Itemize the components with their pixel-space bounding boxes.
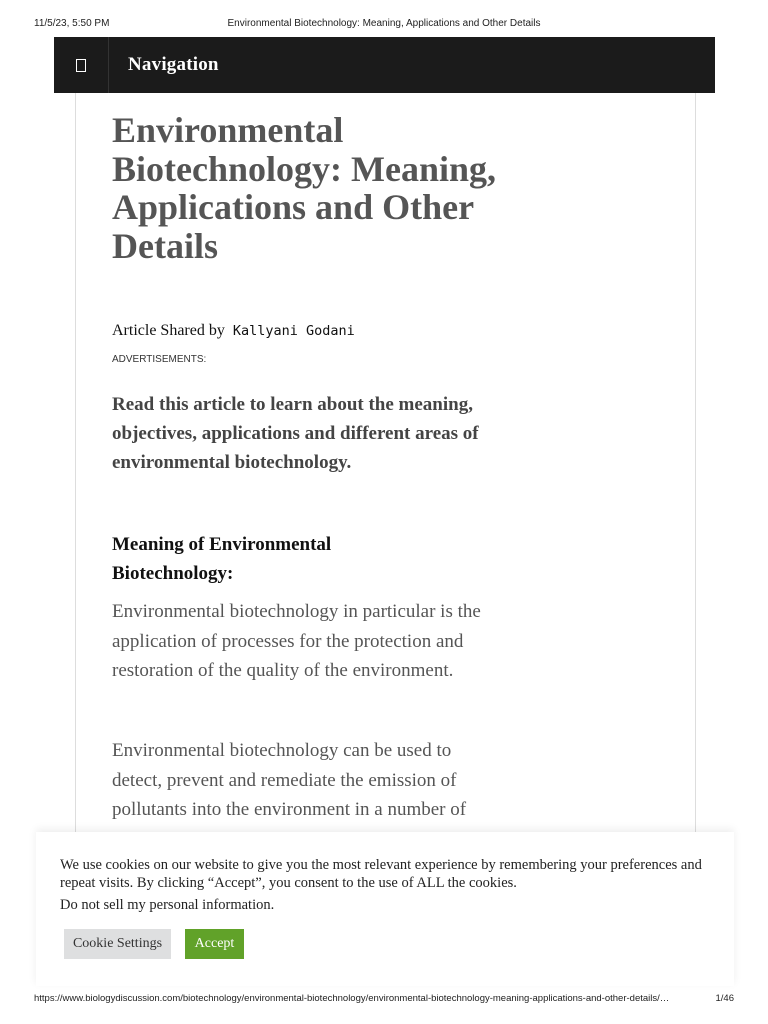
article-paragraph-1: Environmental biotechnology in particular is the application of processes for the protection and restoration of the quality of the environment. (112, 601, 481, 681)
do-not-sell-link[interactable]: Do not sell my personal information. (60, 897, 275, 913)
print-url: https://www.biologydiscussion.com/biotechnology/environmental-biotechnology/environmental-biotechnology-meaning-applications-and-other-details/… (34, 993, 670, 1004)
ads-label: ADVERTISEMENTS: (112, 354, 207, 365)
nav-label[interactable]: Navigation (128, 54, 219, 75)
menu-icon (76, 59, 86, 72)
cookie-settings-button[interactable]: Cookie Settings (64, 929, 171, 959)
print-document-title: Environmental Biotechnology: Meaning, Applications and Other Details (227, 18, 541, 29)
section-heading: Meaning of Environmental Biotechnology: (112, 534, 332, 584)
print-header (34, 18, 734, 32)
byline-prefix: Article Shared by (112, 322, 225, 339)
author-name[interactable]: Kallyani Godani (232, 323, 355, 339)
top-navbar (54, 37, 715, 93)
cookie-banner (36, 832, 734, 986)
article-paragraph-2: Environmental biotechnology can be used to detect, prevent and remediate the emission of pollutants into the environment in a number of (112, 740, 467, 820)
print-footer (34, 993, 734, 1007)
accept-button[interactable]: Accept (185, 929, 244, 959)
page-number: 1/46 (715, 993, 734, 1004)
article-title: Environmental Biotechnology: Meaning, Applications and Other Details (112, 110, 496, 266)
nav-toggle-button[interactable] (54, 37, 109, 93)
article-intro: Read this article to learn about the meaning, objectives, applications and different areas of environmental biotechnology. (112, 394, 479, 473)
print-timestamp: 11/5/23, 5:50 PM (34, 18, 110, 29)
byline (112, 322, 355, 340)
cookie-message: We use cookies on our website to give you the most relevant experience by remembering your preferences and repeat visits. By clicking “Accept”, you consent to the use of ALL the cookies. (60, 857, 702, 891)
